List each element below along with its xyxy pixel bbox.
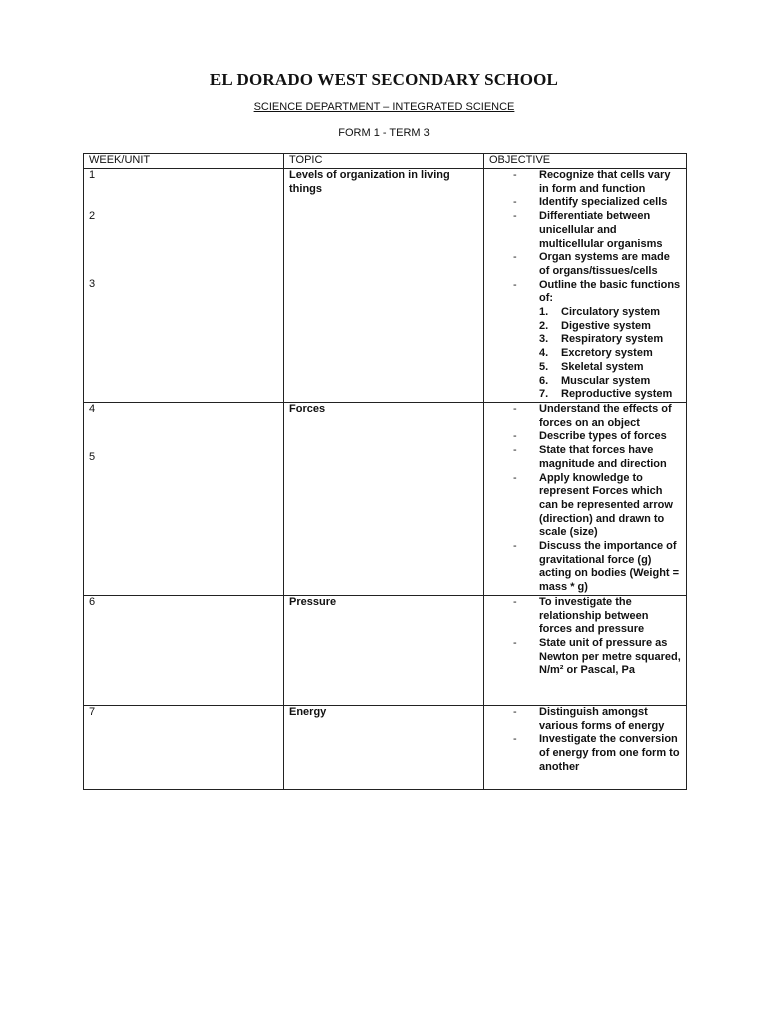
week-number: 4 [89, 403, 96, 415]
form-term-heading: FORM 1 - TERM 3 [338, 127, 430, 139]
week-cell [84, 705, 284, 789]
list-number: 1. [539, 306, 549, 319]
system-label: Digestive system [561, 319, 651, 332]
objective-item: - Differentiate between unicellular and multicellular organisms [489, 210, 682, 251]
table-header-row [84, 154, 687, 169]
week-cell [84, 169, 284, 403]
body-system-item [539, 347, 682, 361]
list-number: 5. [539, 360, 549, 373]
system-label: Reproductive system [561, 388, 673, 401]
topic-cell [284, 595, 484, 705]
topic-cell [284, 705, 484, 789]
department-heading [0, 101, 768, 113]
objective-item: - Apply knowledge to represent Forces which can be represented arrow (direction) and drawn to scale (size) [489, 472, 682, 541]
system-label: Muscular system [561, 374, 651, 387]
objective-item: - Organ systems are made of organs/tissues/cells [489, 251, 682, 278]
objective-cell [484, 705, 687, 789]
week-number: 3 [89, 278, 96, 291]
objective-list [489, 403, 682, 595]
system-label: Respiratory system [561, 333, 664, 346]
objective-item [489, 279, 682, 402]
objective-item: - State unit of pressure as Newton per metre squared, N/m² or Pascal, Pa [489, 637, 682, 678]
objective-item: - Describe types of forces [489, 430, 682, 444]
topic-text: Pressure [289, 595, 337, 608]
list-number: 6. [539, 374, 549, 387]
week-number: 1 [89, 169, 96, 181]
body-system-item [539, 320, 682, 334]
table-row [84, 705, 687, 789]
curriculum-table [83, 153, 687, 790]
objective-cell [484, 595, 687, 705]
objective-item: - Understand the effects of forces on an object [489, 403, 682, 430]
objective-list [489, 169, 682, 402]
objective-item: - Recognize that cells vary in form and function [489, 169, 682, 196]
objective-list [489, 596, 682, 678]
objective-item: - To investigate the relationship between forces and pressure [489, 596, 682, 637]
objective-item: - State that forces have magnitude and direction [489, 444, 682, 471]
table-row [84, 403, 687, 596]
week-number: 5 [89, 450, 96, 463]
list-number: 3. [539, 333, 549, 346]
list-number: 7. [539, 388, 549, 401]
week-number: 6 [89, 595, 96, 608]
objective-item: - Discuss the importance of gravitational force (g) acting on bodies (Weight = mass * g) [489, 540, 682, 595]
list-number: 4. [539, 347, 549, 360]
objective-list [489, 706, 682, 775]
objective-item: - Identify specialized cells [489, 196, 682, 210]
week-cell [84, 403, 284, 596]
table-row [84, 595, 687, 705]
column-header-objective: OBJECTIVE [484, 154, 687, 169]
topic-text: Energy [289, 705, 327, 718]
body-system-item [539, 375, 682, 389]
week-cell [84, 595, 284, 705]
list-number: 2. [539, 319, 549, 332]
topic-cell [284, 169, 484, 403]
objective-item: - Investigate the conversion of energy from one form to another [489, 733, 682, 774]
objective-text: Outline the basic functions of: [539, 278, 681, 305]
body-system-item [539, 306, 682, 320]
objective-item: - Distinguish amongst various forms of energy [489, 706, 682, 733]
column-header-week: WEEK/UNIT [84, 154, 284, 169]
table-row [84, 169, 687, 403]
department-text: SCIENCE DEPARTMENT – INTEGRATED SCIENCE [253, 101, 515, 113]
column-header-topic: TOPIC [284, 154, 484, 169]
body-systems-list [539, 306, 682, 402]
school-name: EL DORADO WEST SECONDARY SCHOOL [209, 70, 559, 89]
week-number: 7 [89, 705, 96, 718]
topic-text: Forces [289, 403, 326, 415]
topic-cell [284, 403, 484, 596]
topic-text: Levels of organization in living things [289, 169, 450, 195]
system-label: Skeletal system [561, 360, 644, 373]
week-number: 2 [89, 209, 96, 222]
body-system-item [539, 333, 682, 347]
system-label: Excretory system [561, 347, 653, 360]
body-system-item [539, 361, 682, 375]
objective-cell [484, 169, 687, 403]
objective-cell [484, 403, 687, 596]
body-system-item [539, 388, 682, 402]
system-label: Circulatory system [561, 306, 661, 319]
